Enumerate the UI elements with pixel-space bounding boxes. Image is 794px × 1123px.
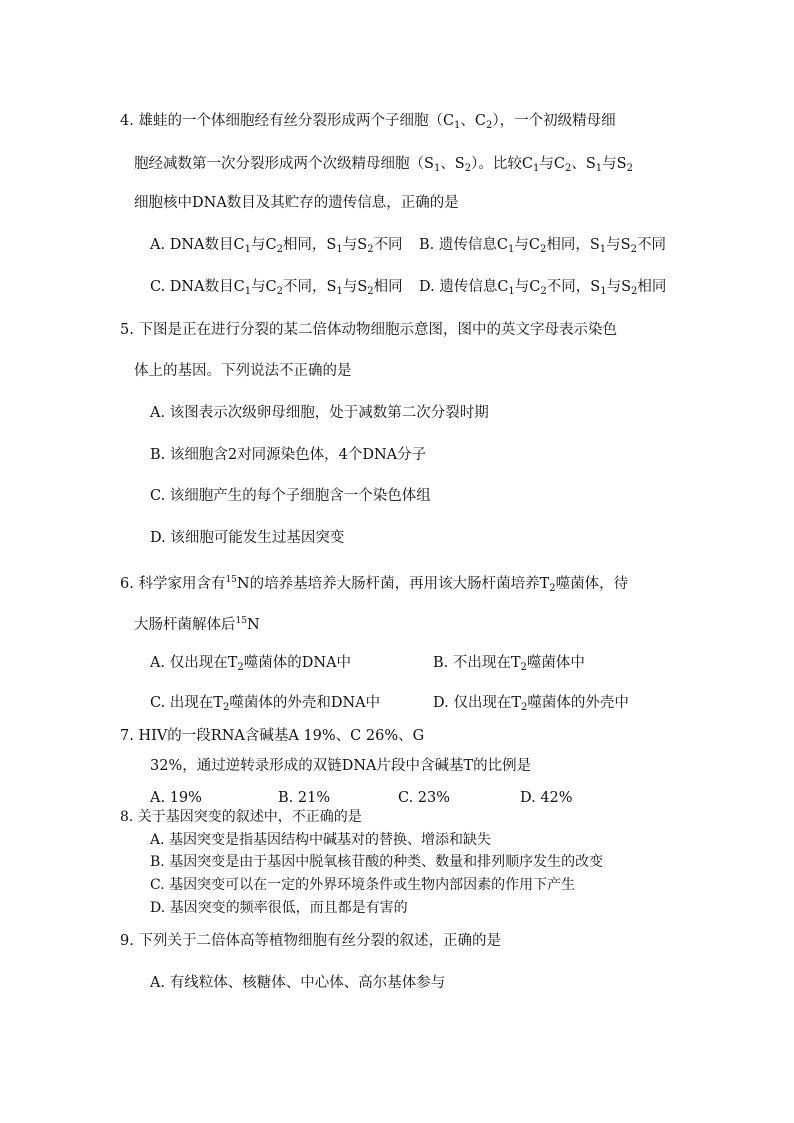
q7-option-c: C. 23%	[398, 790, 451, 806]
q8-line-1: 8. 关于基因突变的叙述中，不正确的是	[120, 809, 362, 825]
q8-option-b: B. 基因突变是由于基因中脱氧核苷酸的种类、数量和排列顺序发生的改变	[150, 854, 604, 870]
q5-option-c: C. 该细胞产生的每个子细胞含一个染色体组	[150, 488, 431, 504]
q5-option-a: A. 该图表示次级卵母细胞，处于减数第二次分裂时期	[150, 405, 489, 421]
q7-option-b: B. 21%	[278, 790, 331, 806]
q7-line-2: 32%，通过逆转录形成的双链DNA片段中含碱基T的比例是	[150, 758, 532, 774]
q9-line-1: 9. 下列关于二倍体高等植物细胞有丝分裂的叙述，正确的是	[120, 933, 501, 949]
q6-option-c: C. 出现在$T_2$噬菌体的外壳和DNA中	[150, 695, 381, 713]
q8-option-c: C. 基因突变可以在一定的外界环境条件或生物内部因素的作用下产生	[150, 877, 576, 893]
q4-line-1: 4. 雄蛙的一个体细胞经有丝分裂形成两个子细胞（$C_1$、$C_2$），一个初级精母细	[120, 113, 616, 131]
q7-option-d: D. 42%	[520, 790, 573, 806]
q4-option-a: A. DNA数目$C_1$与$C_2$相同，$S_1$与$S_2$不同	[150, 237, 403, 255]
q6-option-d: D. 仅出现在$T_2$噬菌体的外壳中	[433, 695, 629, 713]
q6-option-b: B. 不出现在$T_2$噬菌体中	[433, 655, 585, 673]
q5-option-d: D. 该细胞可能发生过基因突变	[150, 530, 345, 546]
q4-line-3: 细胞核中DNA数目及其贮存的遗传信息，正确的是	[134, 195, 459, 211]
q5-line-2: 体上的基因。下列说法不正确的是	[134, 363, 352, 379]
q7-option-a: A. 19%	[150, 790, 202, 806]
q8-option-a: A. 基因突变是指基因结构中碱基对的替换、增添和缺失	[150, 832, 492, 848]
q6-option-a: A. 仅出现在$T_2$噬菌体的DNA中	[150, 655, 352, 673]
q7-line-1: 7. HIV的一段RNA含碱基A 19%、C 26%、G	[120, 728, 425, 744]
q6-line-2: 大肠杆菌解体后$^{15}$N	[134, 616, 260, 633]
q4-option-b: B. 遗传信息$C_1$与$C_2$相同，$S_1$与$S_2$不同	[419, 237, 666, 255]
q9-option-a: A. 有线粒体、核糖体、中心体、高尔基体参与	[150, 975, 446, 991]
q6-line-1: 6. 科学家用含有$^{15}$N的培养基培养大肠杆菌，再用该大肠杆菌培养$T_2$噬菌体，待	[120, 575, 629, 594]
q5-line-1: 5. 下图是正在进行分裂的某二倍体动物细胞示意图，图中的英文字母表示染色	[120, 322, 617, 338]
q5-option-b: B. 该细胞含2对同源染色体，4个DNA分子	[150, 447, 427, 463]
q8-option-d: D. 基因突变的频率很低，而且都是有害的	[150, 900, 408, 916]
q4-line-2: 胞经减数第一次分裂形成两个次级精母细胞（$S_1$、$S_2$）。比较$C_1$与$C_2$、$S_1$与$S_2$	[134, 156, 633, 174]
q4-option-c: C. DNA数目$C_1$与$C_2$不同，$S_1$与$S_2$相同	[150, 279, 403, 297]
q4-option-d: D. 遗传信息$C_1$与$C_2$不同，$S_1$与$S_2$相同	[419, 279, 667, 297]
